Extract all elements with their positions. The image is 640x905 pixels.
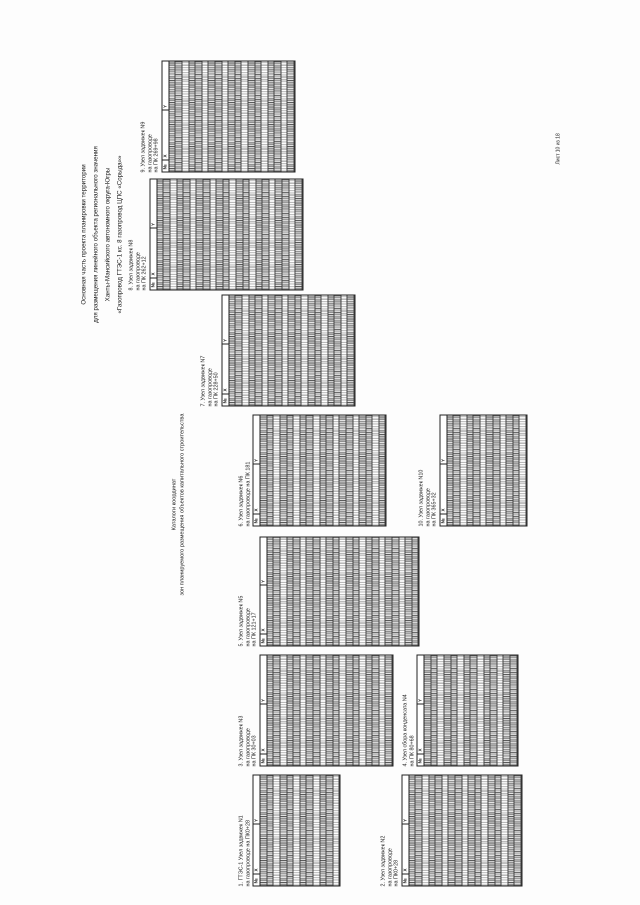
table-row [267, 656, 274, 766]
table-row [262, 62, 269, 172]
unit-title-line: на газопроводе [245, 728, 252, 767]
table-row [455, 776, 462, 886]
unit-title [141, 61, 161, 173]
table-row [379, 656, 386, 766]
table-row [444, 656, 451, 766]
table-header [162, 62, 169, 172]
table-row [249, 296, 256, 406]
coordinate-table [149, 179, 303, 291]
table-row [327, 656, 334, 766]
unit-title [129, 179, 149, 291]
table-row [256, 180, 263, 290]
unit-title-line: 1. ГТЭС-1 Узел задвижек N1 [238, 815, 245, 887]
table-row [346, 538, 353, 646]
unit-title-line: 4. Узел сбора конденсата N4 [402, 694, 409, 767]
table-row [422, 776, 429, 886]
table-row [366, 538, 373, 646]
table-row [294, 776, 301, 886]
table-row [267, 416, 274, 526]
table-row [262, 296, 269, 406]
table-row [379, 538, 386, 646]
unit-title-line: на ПК0+28 [393, 859, 400, 887]
table-row [223, 180, 230, 290]
table-header [254, 416, 261, 526]
table-row [287, 776, 294, 886]
table-row [488, 776, 495, 886]
col-y-header: Y [440, 458, 446, 462]
col-y-header: Y [260, 698, 266, 702]
col-y-header: Y [417, 698, 423, 702]
rotated-sheet [1, 0, 640, 905]
table-row [425, 656, 432, 766]
table-row [230, 180, 237, 290]
coordinate-table [259, 537, 420, 647]
table-row [493, 416, 500, 526]
unit-title-line: на газопроводе [207, 368, 214, 407]
unit-block-3 [239, 655, 394, 767]
table-row [495, 776, 502, 886]
table-row [341, 296, 348, 406]
table-row [267, 776, 274, 886]
unit-title-line: 6. Узел задвижек N6 [238, 475, 245, 527]
col-y-header: Y [162, 104, 168, 108]
table-row [296, 180, 303, 290]
table-row [508, 776, 515, 886]
unit-title-line: на газопроводе на ПК0+28 [245, 819, 252, 887]
col-y-header: Y [253, 818, 259, 822]
unit-title-line: 8. Узел задвижек N8 [128, 239, 135, 291]
table-row [189, 62, 196, 172]
table-row [280, 416, 287, 526]
table-row [462, 776, 469, 886]
table-row [222, 62, 229, 172]
unit-title-line: 3. Узел задвижек N3 [238, 715, 245, 767]
table-row [197, 180, 204, 290]
table-row [327, 776, 334, 886]
col-number-header: № [150, 278, 156, 290]
table-row [451, 656, 458, 766]
unit-title-line: на газопроводе [245, 608, 252, 647]
table-row [386, 656, 393, 766]
table-row [300, 416, 307, 526]
table-row [406, 538, 413, 646]
table-row [399, 538, 406, 646]
coordinate-table [253, 415, 387, 527]
table-row [353, 656, 360, 766]
unit-block-2 [381, 775, 523, 887]
table-row [469, 776, 476, 886]
col-x-header: Х [402, 824, 408, 874]
table-row [190, 180, 197, 290]
table-row [300, 656, 307, 766]
unit-title-line: на ПК 30+03 [251, 735, 258, 767]
table-row [256, 296, 263, 406]
table-row [170, 180, 177, 290]
table-row [236, 180, 243, 290]
table-row [510, 656, 517, 766]
table-row [287, 656, 294, 766]
table-row [269, 296, 276, 406]
table-row [322, 296, 329, 406]
table-header [150, 180, 157, 290]
unit-title-line: на ПК 262+12 [141, 256, 148, 291]
col-x-header: Х [418, 704, 424, 754]
table-row [289, 296, 296, 406]
table-row [182, 62, 189, 172]
table-row [386, 538, 393, 646]
table-row [235, 62, 242, 172]
unit-title-line: на ПК 121+17 [251, 612, 258, 647]
table-row [275, 296, 282, 406]
unit-block-1 [239, 775, 341, 887]
table-header [222, 296, 229, 406]
col-x-header: Х [254, 824, 260, 874]
header-line: для размещения линейного объекта регионального значения [92, 146, 100, 323]
table-row [248, 62, 255, 172]
coordinate-table [259, 655, 393, 767]
table-row [497, 656, 504, 766]
coordinate-table [253, 775, 341, 887]
table-row [320, 416, 327, 526]
table-row [287, 416, 294, 526]
table-row [294, 538, 301, 646]
table-header [254, 776, 261, 886]
table-row [513, 416, 520, 526]
document-header [79, 85, 127, 385]
table-row [203, 180, 210, 290]
table-row [409, 776, 416, 886]
col-x-header: Х [222, 344, 228, 394]
table-row [294, 656, 301, 766]
unit-title-line: на ПК 269+98 [153, 138, 160, 173]
table-row [184, 180, 191, 290]
table-row [442, 776, 449, 886]
catalog-title [171, 385, 187, 625]
table-row [164, 180, 171, 290]
table-row [467, 416, 474, 526]
table-row [261, 416, 268, 526]
header-line: Ханты-Мансийского автономного округа-Югры [104, 167, 112, 302]
table-row [379, 416, 386, 526]
unit-title-line: 10. Узел задвижек N10 [418, 469, 425, 527]
table-row [269, 180, 276, 290]
table-row [393, 538, 400, 646]
col-y-header: Y [253, 458, 259, 462]
table-row [157, 180, 164, 290]
table-row [315, 296, 322, 406]
coordinate-table [221, 295, 355, 407]
col-y-header: Y [150, 222, 156, 226]
subtitle-line: Каталоги координат [171, 478, 178, 531]
table-row [353, 416, 360, 526]
table-row [458, 656, 465, 766]
unit-title-line: 2. Узел задвижек N2 [380, 835, 387, 887]
unit-title-line: на газопроводе [135, 252, 142, 291]
col-number-header: № [440, 514, 446, 526]
table-row [313, 776, 320, 886]
table-row [243, 180, 250, 290]
table-row [447, 416, 454, 526]
table-row [283, 180, 290, 290]
table-row [412, 538, 419, 646]
table-row [477, 656, 484, 766]
col-number-header: № [254, 874, 260, 886]
col-y-header: Y [260, 579, 266, 583]
table-row [176, 62, 183, 172]
unit-title [403, 655, 416, 767]
table-row [416, 776, 423, 886]
col-number-header: № [254, 514, 260, 526]
table-row [320, 538, 327, 646]
table-row [320, 656, 327, 766]
table-row [373, 538, 380, 646]
col-number-header: № [162, 160, 168, 172]
table-row [491, 656, 498, 766]
unit-block-4 [403, 655, 519, 767]
table-row [275, 62, 282, 172]
sheet-label: Лист 10 из 18 [555, 133, 562, 165]
table-row [436, 776, 443, 886]
col-number-header: № [402, 874, 408, 886]
table-row [333, 776, 340, 886]
table-row [346, 656, 353, 766]
table-row [366, 416, 373, 526]
table-row [438, 656, 445, 766]
unit-title-line: 7. Узел задвижек N7 [200, 355, 207, 407]
table-row [460, 416, 467, 526]
table-row [340, 538, 347, 646]
col-x-header: Х [440, 464, 446, 514]
table-row [169, 62, 176, 172]
table-row [373, 656, 380, 766]
table-row [302, 296, 309, 406]
table-row [313, 656, 320, 766]
table-row [366, 656, 373, 766]
subtitle-line: зон планируемого размещения объектов капитального строительства [179, 413, 186, 596]
unit-title-line: на газопроводе [147, 134, 154, 173]
table-row [274, 776, 281, 886]
unit-title [239, 775, 252, 887]
table-row [229, 62, 236, 172]
table-row [482, 776, 489, 886]
table-row [295, 296, 302, 406]
unit-block-8 [129, 179, 304, 291]
table-row [267, 538, 274, 646]
table-row [255, 62, 262, 172]
col-number-header: № [418, 754, 424, 766]
table-row [236, 296, 243, 406]
table-row [217, 180, 224, 290]
unit-title [419, 415, 439, 527]
table-header [418, 656, 425, 766]
table-header [440, 416, 447, 526]
unit-title-line: на газопроводе [425, 488, 432, 527]
table-row [250, 180, 257, 290]
table-row [484, 656, 491, 766]
unit-block-7 [201, 295, 356, 407]
table-row [353, 538, 360, 646]
table-row [313, 538, 320, 646]
unit-title-line: на ПК 365+32 [431, 492, 438, 527]
table-row [280, 538, 287, 646]
unit-title-line: на ПК 228+50 [213, 372, 220, 407]
table-row [196, 62, 203, 172]
col-x-header: Х [162, 110, 168, 160]
table-row [210, 180, 217, 290]
unit-title [381, 775, 401, 887]
table-row [202, 62, 209, 172]
table-row [333, 538, 340, 646]
unit-title-line: на газопроводе [387, 848, 394, 887]
unit-title [239, 655, 259, 767]
table-header [260, 656, 267, 766]
table-row [215, 62, 222, 172]
table-row [502, 776, 509, 886]
unit-title [239, 537, 259, 647]
table-row [340, 656, 347, 766]
table-row [288, 62, 295, 172]
table-row [333, 656, 340, 766]
table-row [449, 776, 456, 886]
table-row [500, 416, 507, 526]
table-row [242, 296, 249, 406]
unit-title [201, 295, 221, 407]
unit-title-line: на ПК 80+68 [409, 735, 416, 767]
table-row [328, 296, 335, 406]
header-line: Основная часть проекта планировки территории [80, 164, 88, 305]
coordinate-table [401, 775, 522, 887]
unit-block-9 [141, 61, 296, 173]
unit-title [239, 415, 252, 527]
col-number-header: № [260, 634, 266, 646]
table-row [307, 538, 314, 646]
table-row [360, 656, 367, 766]
table-row [177, 180, 184, 290]
table-row [475, 776, 482, 886]
unit-title-line: на газопроводе на ПК 181 [245, 461, 252, 527]
table-row [504, 656, 511, 766]
table-row [274, 656, 281, 766]
table-row [327, 538, 334, 646]
header-line: «Газопровод ГТЭС-1 кс. 8 газопровод ЦПС «Сорыда»» [116, 155, 124, 314]
coordinate-table [417, 655, 518, 767]
table-row [360, 538, 367, 646]
table-row [431, 656, 438, 766]
table-row [268, 62, 275, 172]
table-row [307, 776, 314, 886]
table-row [300, 538, 307, 646]
unit-block-10 [419, 415, 528, 527]
table-row [335, 296, 342, 406]
table-row [429, 776, 436, 886]
table-row [307, 416, 314, 526]
col-x-header: Х [260, 585, 266, 634]
table-row [487, 416, 494, 526]
table-row [274, 538, 281, 646]
table-row [229, 296, 236, 406]
table-row [454, 416, 461, 526]
table-row [333, 416, 340, 526]
table-row [474, 416, 481, 526]
table-row [308, 296, 315, 406]
table-row [289, 180, 296, 290]
table-row [282, 296, 289, 406]
table-row [360, 416, 367, 526]
table-row [320, 776, 327, 886]
table-row [313, 416, 320, 526]
coordinate-table [439, 415, 527, 527]
unit-block-6 [239, 415, 387, 527]
table-row [261, 776, 268, 886]
table-header [260, 538, 267, 646]
table-row [209, 62, 216, 172]
table-row [373, 416, 380, 526]
table-row [307, 656, 314, 766]
table-row [242, 62, 249, 172]
table-row [280, 776, 287, 886]
col-y-header: Y [222, 338, 228, 342]
col-x-header: Х [150, 228, 156, 278]
col-number-header: № [260, 754, 266, 766]
table-row [280, 656, 287, 766]
table-row [471, 656, 478, 766]
table-row [340, 416, 347, 526]
table-row [263, 180, 270, 290]
col-x-header: Х [260, 704, 266, 754]
coordinate-table [161, 61, 295, 173]
col-x-header: Х [254, 464, 260, 514]
col-y-header: Y [402, 818, 408, 822]
table-row [287, 538, 294, 646]
col-number-header: № [222, 394, 228, 406]
table-row [348, 296, 355, 406]
table-row [480, 416, 487, 526]
table-row [281, 62, 288, 172]
unit-block-5 [239, 537, 420, 647]
table-row [327, 416, 334, 526]
table-row [464, 656, 471, 766]
table-header [402, 776, 409, 886]
table-row [294, 416, 301, 526]
table-row [346, 416, 353, 526]
table-row [300, 776, 307, 886]
table-row [520, 416, 527, 526]
table-row [276, 180, 283, 290]
table-row [274, 416, 281, 526]
unit-title-line: 5. Узел задвижек N5 [238, 595, 245, 647]
table-row [507, 416, 514, 526]
table-row [515, 776, 522, 886]
unit-title-line: 9. Узел задвижек N9 [140, 121, 147, 173]
